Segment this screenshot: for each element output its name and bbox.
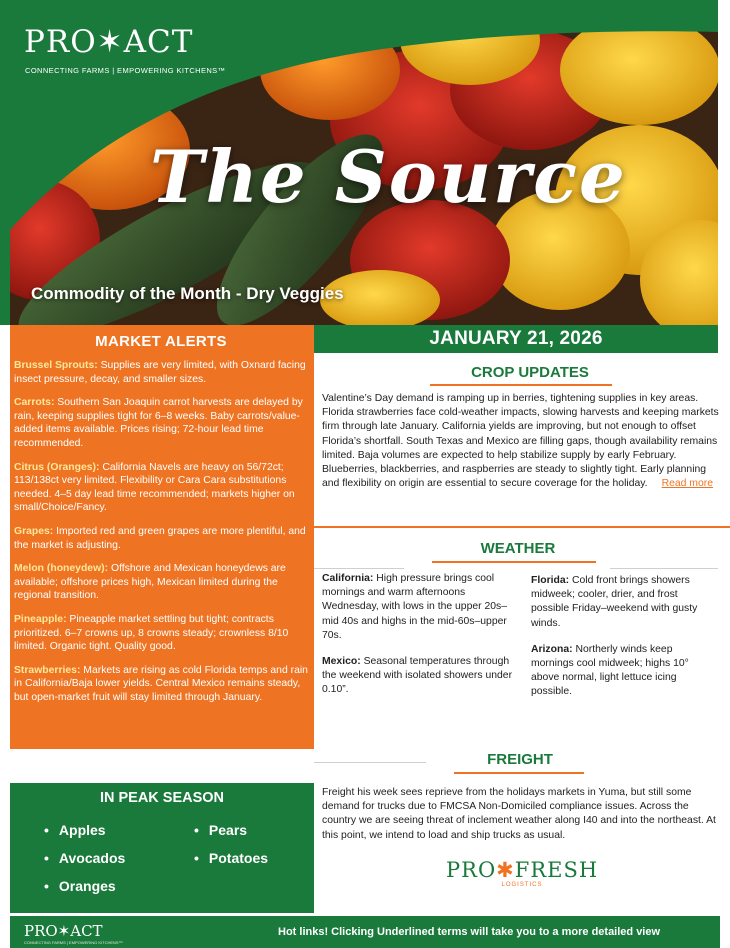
- footer-tagline: CONNECTING FARMS | EMPOWERING KITCHENS™: [24, 940, 123, 945]
- footer-bar: [10, 916, 720, 948]
- weather-heading: WEATHER: [480, 540, 556, 557]
- crop-updates-text: [322, 392, 722, 491]
- alert-commodity-label: Grapes:: [14, 525, 54, 537]
- weather-column-left: [322, 572, 516, 710]
- commodity-of-month: Commodity of the Month - Dry Veggies: [31, 284, 344, 303]
- market-alert-item: [14, 562, 308, 603]
- peak-item: • Pears: [194, 822, 247, 838]
- freight-heading: FREIGHT: [487, 751, 553, 768]
- read-more-link[interactable]: Read more: [661, 478, 713, 490]
- alert-text: Offshore and Mexican honeydews are available; offshore prices high, Mexican limited during the regional transition.: [14, 563, 286, 602]
- alert-commodity-label: Carrots:: [14, 397, 55, 409]
- freight-text: Freight his week sees reprieve from the holidays markets in Yuma, but still some demand for trucks due to FMCSA Non-Domiciled compliance issues. Across the country we are seeing threat of inclement weather along I40 and into the northeast. At this point, we intend to load and ship trucks as usual.: [322, 787, 716, 841]
- weather-mexico: Mexico: Seasonal temperatures through the weekend with isolated showers under 0.10”.: [322, 656, 513, 696]
- alert-text: Supplies are very limited, with Oxnard facing insect pressure, decay, and smaller sizes.: [14, 360, 306, 385]
- heading-underline: [430, 384, 612, 386]
- market-alert-item: [14, 396, 308, 450]
- weather-rule-left: [314, 568, 404, 569]
- alert-text: Pineapple market settling but tight; contracts prioritized. 6–7 crowns up, 8 crowns steady; crownless 8/10 limited. Organic tight. Quality good.: [14, 613, 289, 653]
- market-alert-item: [14, 461, 308, 515]
- issue-date: JANUARY 21, 2026: [314, 325, 718, 353]
- alert-text: Markets are rising as cold Florida temps and rain in California/Baja lower yields. Central Mexico remains steady, but open-market fruit will stay limited through January.: [14, 664, 308, 703]
- market-alert-item: [14, 525, 308, 552]
- alert-commodity-label: Citrus (Oranges):: [14, 461, 100, 473]
- crop-updates-body: Valentine’s Day demand is ramping up in berries, tightening supplies in key areas. Florida strawberries face cold-weather impacts, slowing harvests and keeping markets firm through late January. California yields are improving, but not enough to offset Florida’s shortfall. South Texas and Mexico are filling gaps, though availability remains limited. Baja volumes are expected to help stabilize supply by early February. Blueberries, blackberries, and raspberries are steady to slightly tight. Early planning and flexibility on origin are essential to secure coverage for the holiday.: [322, 393, 719, 490]
- hot-links-note: Hot links! Clicking Underlined terms will take you to a more detailed view: [278, 926, 661, 938]
- market-alert-item: [14, 613, 308, 654]
- heading-underline: [454, 772, 584, 774]
- freight-rule-left: [314, 762, 426, 763]
- peak-season-panel: [10, 783, 314, 913]
- weather-rule-right: [610, 568, 718, 569]
- weather-column-right: [531, 574, 711, 712]
- profresh-logistics-logo: PRO✱FRESH LOGISTICS: [446, 858, 599, 888]
- alert-commodity-label: Melon (honeydew):: [14, 563, 109, 575]
- alert-commodity-label: Brussel Sprouts:: [14, 360, 98, 371]
- alert-text: California Navels are heavy on 56/72ct; 113/138ct very limited. Flexibility or Cara Cara substitutions needed. 4–5 day lead time recommended; markets higher on small/Choice/Fancy.: [14, 461, 295, 514]
- alert-commodity-label: Strawberries:: [14, 664, 81, 676]
- crop-updates-heading: CROP UPDATES: [471, 364, 589, 381]
- logo-tagline: CONNECTING FARMS | EMPOWERING KITCHENS™: [25, 66, 226, 75]
- weather-arizona: Arizona: Northerly winds keep mornings cool midweek; highs 10° above normal, light lettuce icing possible.: [531, 643, 689, 698]
- peak-item: • Oranges: [44, 878, 116, 894]
- market-alerts-panel: [10, 325, 314, 749]
- alert-commodity-label: Pineapple:: [14, 613, 67, 625]
- peak-item: • Avocados: [44, 850, 125, 866]
- market-alert-item: [14, 664, 308, 705]
- market-alert-item: [14, 359, 308, 386]
- alert-text: Imported red and green grapes are more plentiful, and the market is adjusting.: [14, 525, 306, 551]
- peak-item: • Apples: [44, 822, 106, 838]
- profresh-mark-icon: ✱: [496, 858, 515, 882]
- heading-underline: [432, 561, 596, 563]
- proact-logo: PRO✶ACT: [24, 24, 194, 60]
- market-alerts-heading: MARKET ALERTS: [95, 333, 227, 350]
- weather-florida: Florida: Cold front brings showers midweek; cooler, drier, and frost possible Friday–weekend with gusty winds.: [531, 575, 698, 629]
- alert-text: Southern San Joaquin carrot harvests are delayed by rain, keeping supplies tight for 6–8 weeks. Baby carrots/value-added items available. Prices rising; 72-hour lead time recommended.: [14, 397, 303, 449]
- hero-banner: [0, 0, 730, 325]
- peak-season-heading: IN PEAK SEASON: [99, 790, 225, 806]
- newsletter-title: The Source: [150, 134, 627, 219]
- market-alerts-list: [14, 359, 308, 704]
- section-divider: [314, 526, 730, 528]
- footer-logo: PRO✶ACT: [24, 922, 103, 940]
- peak-item: • Potatoes: [194, 850, 268, 866]
- weather-california: California: High pressure brings cool mornings and warm afternoons Wednesday, with lows in the upper 20s–mid 40s and highs in the mid-60s–upper 70s.: [322, 573, 508, 641]
